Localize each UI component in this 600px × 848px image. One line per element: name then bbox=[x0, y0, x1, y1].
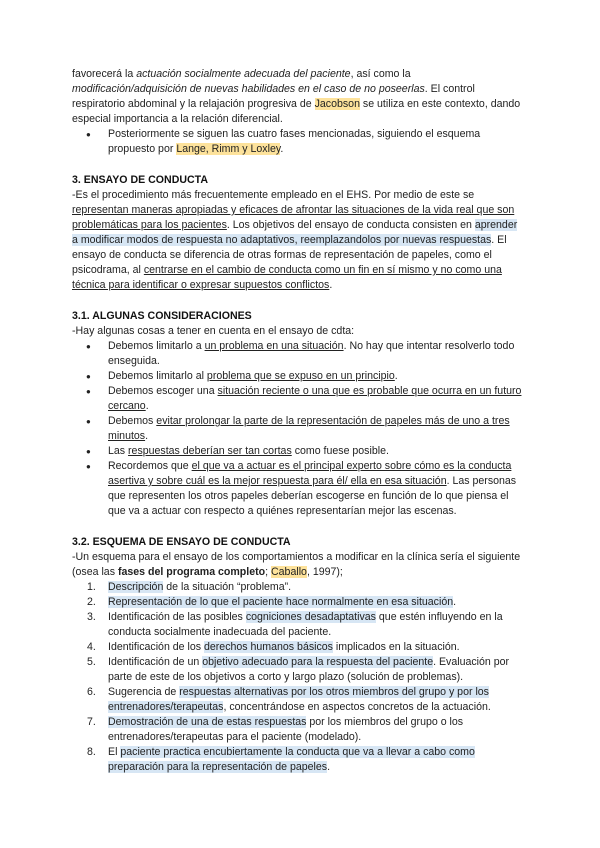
list-item bbox=[87, 685, 524, 715]
highlight-authors: Lange, Rimm y Loxley bbox=[176, 143, 281, 155]
scheme-steps-list bbox=[72, 580, 524, 775]
text-run: Debemos bbox=[108, 415, 157, 427]
document-content bbox=[72, 67, 524, 775]
list-item bbox=[108, 127, 524, 157]
section-3-heading: 3. ENSAYO DE CONDUCTA bbox=[72, 174, 208, 186]
item-number: 6. bbox=[87, 686, 96, 698]
list-item bbox=[87, 745, 524, 775]
text-run: que estén influyendo en la conducta socialmente inadecuada del paciente. bbox=[108, 611, 503, 638]
text-run: favorecerá la bbox=[72, 68, 137, 80]
italic-phrase: actuación socialmente adecuada del paciente bbox=[136, 68, 351, 80]
list-item bbox=[87, 715, 524, 745]
highlight-jacobson: Jacobson bbox=[314, 98, 360, 110]
italic-phrase: modificación/adquisición de nuevas habilidades en el caso de no poseerlas bbox=[72, 83, 425, 95]
text-run: Identificación de los bbox=[108, 641, 204, 653]
text-run: . El control respiratorio abdominal y la relajación progresiva de bbox=[72, 83, 475, 110]
intro-paragraph bbox=[72, 67, 524, 127]
bold-phrase: fases del programa completo bbox=[117, 566, 266, 578]
text-run: , 1997); bbox=[306, 566, 343, 578]
underlined-phrase: evitar prolongar la parte de la representación de papeles más de uno a tres minutos bbox=[108, 415, 510, 442]
highlighted-phrase: aprender a modificar modos de respuesta no adaptativos, reemplazandolos por nuevas respuestas bbox=[72, 219, 518, 246]
highlighted-phrase: objetivo adecuado para la respuesta del paciente bbox=[202, 656, 434, 668]
section-3-2-intro bbox=[72, 550, 524, 580]
text-run: Recordemos que bbox=[108, 460, 192, 472]
underlined-phrase: centrarse en el cambio de conducta como un fin en sí mismo y no como una técnica para identificar o expresar supuestos conflictos bbox=[72, 264, 502, 291]
item-number: 1. bbox=[87, 581, 96, 593]
considerations-list bbox=[72, 339, 524, 519]
highlighted-phrase: Representación de lo que el paciente hace normalmente en esa situación bbox=[108, 596, 454, 608]
text-run: ; bbox=[265, 566, 272, 578]
text-run: . bbox=[394, 370, 398, 382]
text-run: . bbox=[145, 400, 149, 412]
text-run: . bbox=[280, 143, 284, 155]
text-run: . Los objetivos del ensayo de conducta consisten en bbox=[226, 219, 475, 231]
text-run: . El ensayo de conducta se diferencia de otras formas de representación de papeles, como el psicodrama, al bbox=[72, 234, 507, 276]
intro-bullet-list bbox=[72, 127, 524, 157]
text-run: . bbox=[327, 761, 331, 773]
section-3-1-intro: -Hay algunas cosas a tener en cuenta en el ensayo de cdta: bbox=[72, 325, 355, 337]
list-item bbox=[87, 655, 524, 685]
text-run: , así como la bbox=[350, 68, 411, 80]
highlighted-phrase: cogniciones desadaptativas bbox=[245, 611, 376, 623]
text-run: . No hay que intentar resolverlo todo enseguida. bbox=[108, 340, 515, 367]
list-item bbox=[108, 459, 524, 519]
highlighted-phrase: Descripción bbox=[108, 581, 164, 593]
text-run: por los miembros del grupo o los entrenadores/terapeutas para el paciente (modelado). bbox=[108, 716, 464, 743]
text-run: Debemos escoger una bbox=[108, 385, 218, 397]
text-run: Debemos limitarlo a bbox=[108, 340, 205, 352]
highlighted-phrase: Demostración de una de estas respuestas bbox=[108, 716, 307, 728]
list-item bbox=[87, 640, 524, 655]
item-number: 8. bbox=[87, 746, 96, 758]
list-item bbox=[87, 580, 524, 595]
text-run: como fuese posible. bbox=[291, 445, 389, 457]
text-run: . bbox=[329, 279, 333, 291]
text-run: Identificación de las posibles bbox=[108, 611, 246, 623]
text-run: . bbox=[453, 596, 457, 608]
item-number: 5. bbox=[87, 656, 96, 668]
text-run: . Las personas que representen los otros papeles deberían escogerse en función de lo que piensa el que va a actuar con respecto a quiénes representarían mejor las escenas. bbox=[108, 475, 517, 517]
section-3-2-heading: 3.2. ESQUEMA DE ENSAYO DE CONDUCTA bbox=[72, 536, 291, 548]
section-3-paragraph bbox=[72, 188, 524, 293]
text-run: de la situación “problema”. bbox=[163, 581, 292, 593]
list-item bbox=[108, 414, 524, 444]
text-run: El bbox=[108, 746, 121, 758]
item-number: 3. bbox=[87, 611, 96, 623]
section-3-1-heading: 3.1. ALGUNAS CONSIDERACIONES bbox=[72, 310, 252, 322]
item-number: 2. bbox=[87, 596, 96, 608]
list-item bbox=[108, 384, 524, 414]
text-run: -Es el procedimiento más frecuentemente empleado en el EHS. Por medio de este se bbox=[72, 189, 475, 201]
text-run: . bbox=[145, 430, 149, 442]
text-run: Las bbox=[108, 445, 129, 457]
text-run: . Evaluación por parte de este de los objetivos a corto y largo plazo (solución de problemas). bbox=[108, 656, 510, 683]
underlined-phrase: situación reciente o una que es probable que ocurra en un futuro cercano bbox=[108, 385, 522, 412]
list-item bbox=[87, 610, 524, 640]
highlighted-phrase: respuestas alternativas por los otros miembros del grupo y por los entrenadores/terapeutas bbox=[108, 686, 489, 713]
item-number: 7. bbox=[87, 716, 96, 728]
text-run: implicados en la situación. bbox=[332, 641, 460, 653]
list-item bbox=[87, 595, 524, 610]
highlighted-phrase: paciente practica encubiertamente la conducta que va a llevar a cabo como preparación para la representación de papeles bbox=[108, 746, 475, 773]
underlined-phrase: representan maneras apropiadas y eficaces de afrontar las situaciones de la vida real que son problemáticas para los pacientes bbox=[72, 204, 515, 231]
list-item bbox=[108, 369, 524, 384]
text-run: -Un esquema para el ensayo de los comportamientos a modificar en la clínica sería el siguiente (osea las bbox=[72, 551, 521, 578]
highlighted-phrase: derechos humanos básicos bbox=[204, 641, 333, 653]
text-run: Sugerencia de bbox=[108, 686, 180, 698]
text-run: Posteriormente se siguen las cuatro fases mencionadas, siguiendo el esquema propuesto por bbox=[108, 128, 481, 155]
list-item bbox=[108, 444, 524, 459]
item-number: 4. bbox=[87, 641, 96, 653]
text-run: Identificación de un bbox=[108, 656, 203, 668]
underlined-phrase: problema que se expuso en un principio bbox=[206, 370, 395, 382]
underlined-phrase: el que va a actuar es el principal experto sobre cómo es la conducta asertiva y sobre cuál es la mejor respuesta para él/ ella en esa situación bbox=[108, 460, 512, 487]
underlined-phrase: respuestas deberían ser tan cortas bbox=[128, 445, 292, 457]
text-run: Debemos limitarlo al bbox=[108, 370, 207, 382]
highlight-caballo: Caballo bbox=[271, 566, 307, 578]
list-item bbox=[108, 339, 524, 369]
text-run: , concentrándose en aspectos concretos de la actuación. bbox=[223, 701, 491, 713]
underlined-phrase: un problema en una situación bbox=[204, 340, 344, 352]
text-run: se utiliza en este contexto, dando especial importancia a la relación diferencial. bbox=[72, 98, 521, 125]
